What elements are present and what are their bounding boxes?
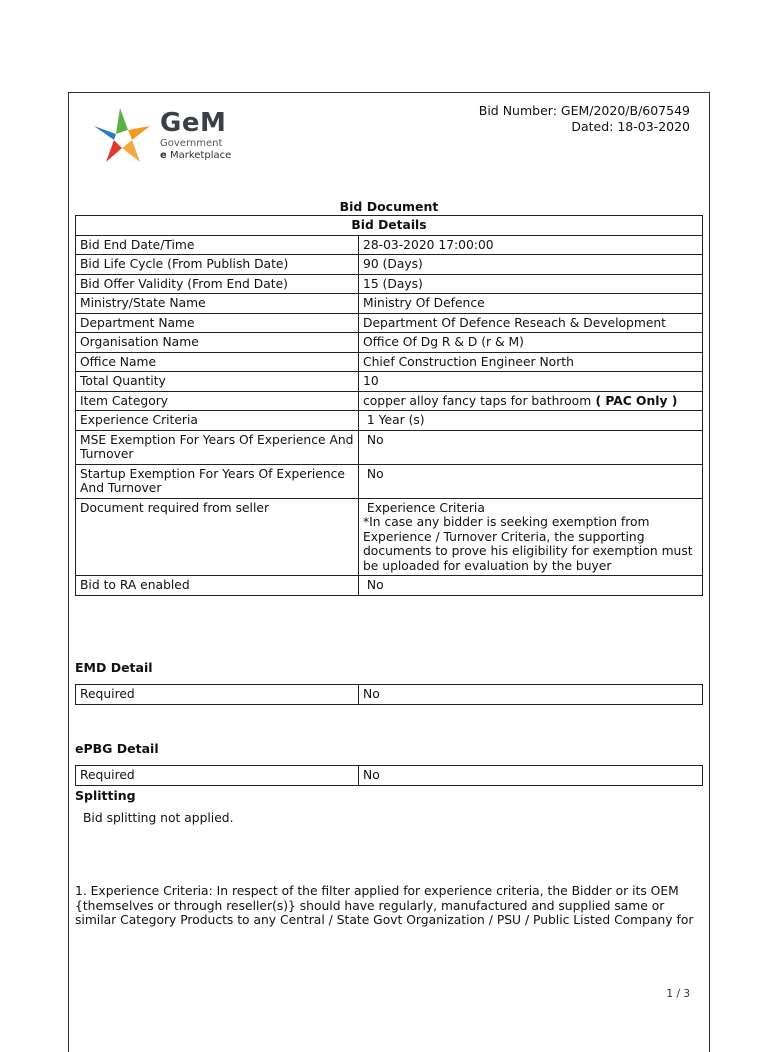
row-value: 10 [359,372,703,392]
splitting-text: Bid splitting not applied. [83,811,234,825]
row-label: Required [76,685,359,705]
experience-criteria-note: 1. Experience Criteria: In respect of the filter applied for experience criteria, the Bidder or its OEM {themselves or through reseller(s)} should have regularly, manufactured and supplied same or similar Category Products to any Central / State Govt Organization / PSU / Public Listed Company for [75,884,694,927]
epbg-detail-title: ePBG Detail [75,741,159,756]
bid-meta [479,103,690,135]
row-label: Department Name [76,313,359,333]
row-value: No [359,430,703,464]
table-row [76,294,703,314]
table-row [76,313,703,333]
row-label: Office Name [76,352,359,372]
table-row [76,352,703,372]
splitting-title: Splitting [75,788,136,803]
logo-line1: Government [160,138,223,149]
table-row [76,498,703,576]
row-label: Ministry/State Name [76,294,359,314]
row-value: No [359,685,703,705]
emd-detail-table [75,684,703,705]
row-value: No [359,766,703,786]
table-row [76,430,703,464]
row-value: 15 (Days) [359,274,703,294]
row-label: Required [76,766,359,786]
table-row [76,576,703,596]
row-label: Organisation Name [76,333,359,353]
table-row [76,333,703,353]
gem-star-icon [92,104,154,166]
row-value: copper alloy fancy taps for bathroom ( PAC Only ) [359,391,703,411]
table-row [76,464,703,498]
row-label: Item Category [76,391,359,411]
logo-name: GeM [160,108,227,138]
row-label: Bid End Date/Time [76,235,359,255]
row-value: Office Of Dg R & D (r & M) [359,333,703,353]
row-value: No [359,464,703,498]
table-row [76,766,703,786]
item-category-tag: ( PAC Only ) [591,393,678,408]
bid-details-header: Bid Details [76,216,703,236]
emd-detail-title: EMD Detail [75,660,153,675]
page-number: 1 / 3 [666,988,690,1000]
row-label: Bid Life Cycle (From Publish Date) [76,255,359,275]
row-value: Chief Construction Engineer North [359,352,703,372]
row-value: 90 (Days) [359,255,703,275]
row-label: Bid to RA enabled [76,576,359,596]
bid-number: Bid Number: GEM/2020/B/607549 [478,103,690,118]
table-row [76,372,703,392]
table-row [76,274,703,294]
table-row [76,235,703,255]
document-title: Bid Document [339,199,439,214]
row-value: 1 Year (s) [359,411,703,431]
gem-logo [92,104,242,168]
row-label: Bid Offer Validity (From End Date) [76,274,359,294]
row-value: No [359,576,703,596]
row-label: Total Quantity [76,372,359,392]
bid-dated: Dated: 18-03-2020 [571,119,690,134]
table-row [76,255,703,275]
table-row [76,411,703,431]
row-label: Experience Criteria [76,411,359,431]
row-label: Startup Exemption For Years Of Experience And Turnover [76,464,359,498]
row-label: Document required from seller [76,498,359,576]
bid-details-table [75,215,703,596]
table-row [76,685,703,705]
row-value: Experience Criteria *In case any bidder is seeking exemption from Experience / Turnover Criteria, the supporting documents to prove his eligibility for exemption must be uploaded for evaluation by the buyer [359,498,703,576]
row-value: Department Of Defence Reseach & Development [359,313,703,333]
row-value: Ministry Of Defence [359,294,703,314]
row-value: 28-03-2020 17:00:00 [359,235,703,255]
epbg-detail-table [75,765,703,786]
table-row [76,391,703,411]
row-label: MSE Exemption For Years Of Experience And Turnover [76,430,359,464]
logo-line2: e Marketplace [160,150,232,161]
